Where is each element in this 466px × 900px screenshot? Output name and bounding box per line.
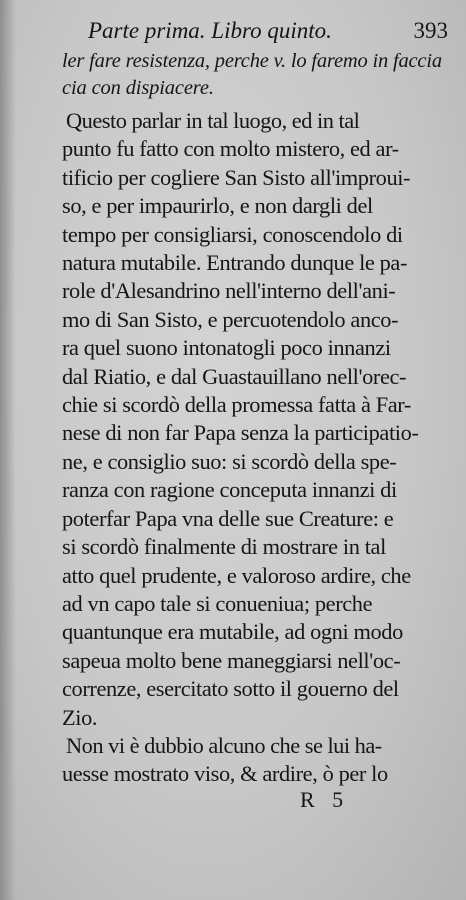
paragraph-1-line: ad vn capo tale si conueniua; perche [62, 590, 373, 616]
paragraph-1 [62, 107, 436, 732]
paragraph-1-line: nese di non far Papa senza la participatio- [62, 420, 419, 446]
paragraph-1-line: natura mutabile. Entrando dunque le pa- [62, 250, 408, 276]
paragraph-1-line: tificio per cogliere San Sisto all'improui- [62, 164, 411, 190]
continuation-line: ler fare resistenza, perche v. lo faremo in faccia [62, 50, 442, 72]
paragraph-1-line: dal Riatio, e dal Guastauillano nell'orec- [62, 363, 407, 389]
paragraph-2 [62, 732, 436, 789]
paragraph-1-line: si scordò finalmente di mostrare in tal [62, 534, 386, 560]
paragraph-1-line: atto quel prudente, e valoroso ardire, che [62, 562, 411, 588]
paragraph-1-line: sapeua molto bene maneggiarsi nell'oc- [62, 647, 401, 673]
paragraph-1-line: ranza con ragione conceputa innanzi di [62, 477, 397, 503]
continuation-line: cia con dispiacere. [62, 77, 214, 99]
paragraph-1-line: Zio. [62, 704, 98, 730]
paragraph-1-line: Questo parlar in tal luogo, ed in tal [66, 108, 360, 133]
page-number: 393 [413, 18, 448, 43]
paragraph-2-line: uesse mostrato viso, & ardire, ò per lo [62, 761, 388, 787]
paragraph-1-line: tempo per consigliarsi, conoscendolo di [62, 221, 403, 247]
page-edge-shadow [0, 0, 16, 900]
paragraph-2-line: Non vi è dubbio alcuno che se lui ha- [66, 733, 382, 758]
signature-mark: R 5 [300, 787, 350, 812]
paragraph-1-line: role d'Alesandrino nell'interno dell'ani- [62, 278, 396, 304]
paragraph-1-line: correnze, esercitato sotto il gouerno del [62, 676, 399, 702]
paragraph-1-line: poterfar Papa vna delle sue Creature: e [62, 505, 394, 531]
paragraph-1-line: quantunque era mutabile, ad ogni modo [62, 619, 403, 645]
paragraph-1-line: mo di San Sisto, e percuotendolo anco- [62, 306, 399, 332]
paragraph-1-line: so, e per impaurirlo, e non dargli del [62, 193, 373, 219]
continuation-text [62, 48, 442, 102]
paragraph-1-line: chie si scordò della promessa fatta à Far- [62, 392, 411, 418]
paragraph-1-line: ra quel suono intonatogli poco innanzi [62, 335, 391, 361]
running-head: Parte prima. Libro quinto. [88, 18, 332, 43]
paragraph-1-line: punto fu fatto con molto mistero, ed ar- [62, 136, 399, 162]
paragraph-1-line: ne, e consiglio suo: si scordò della spe- [62, 448, 397, 474]
page-header [88, 16, 448, 46]
